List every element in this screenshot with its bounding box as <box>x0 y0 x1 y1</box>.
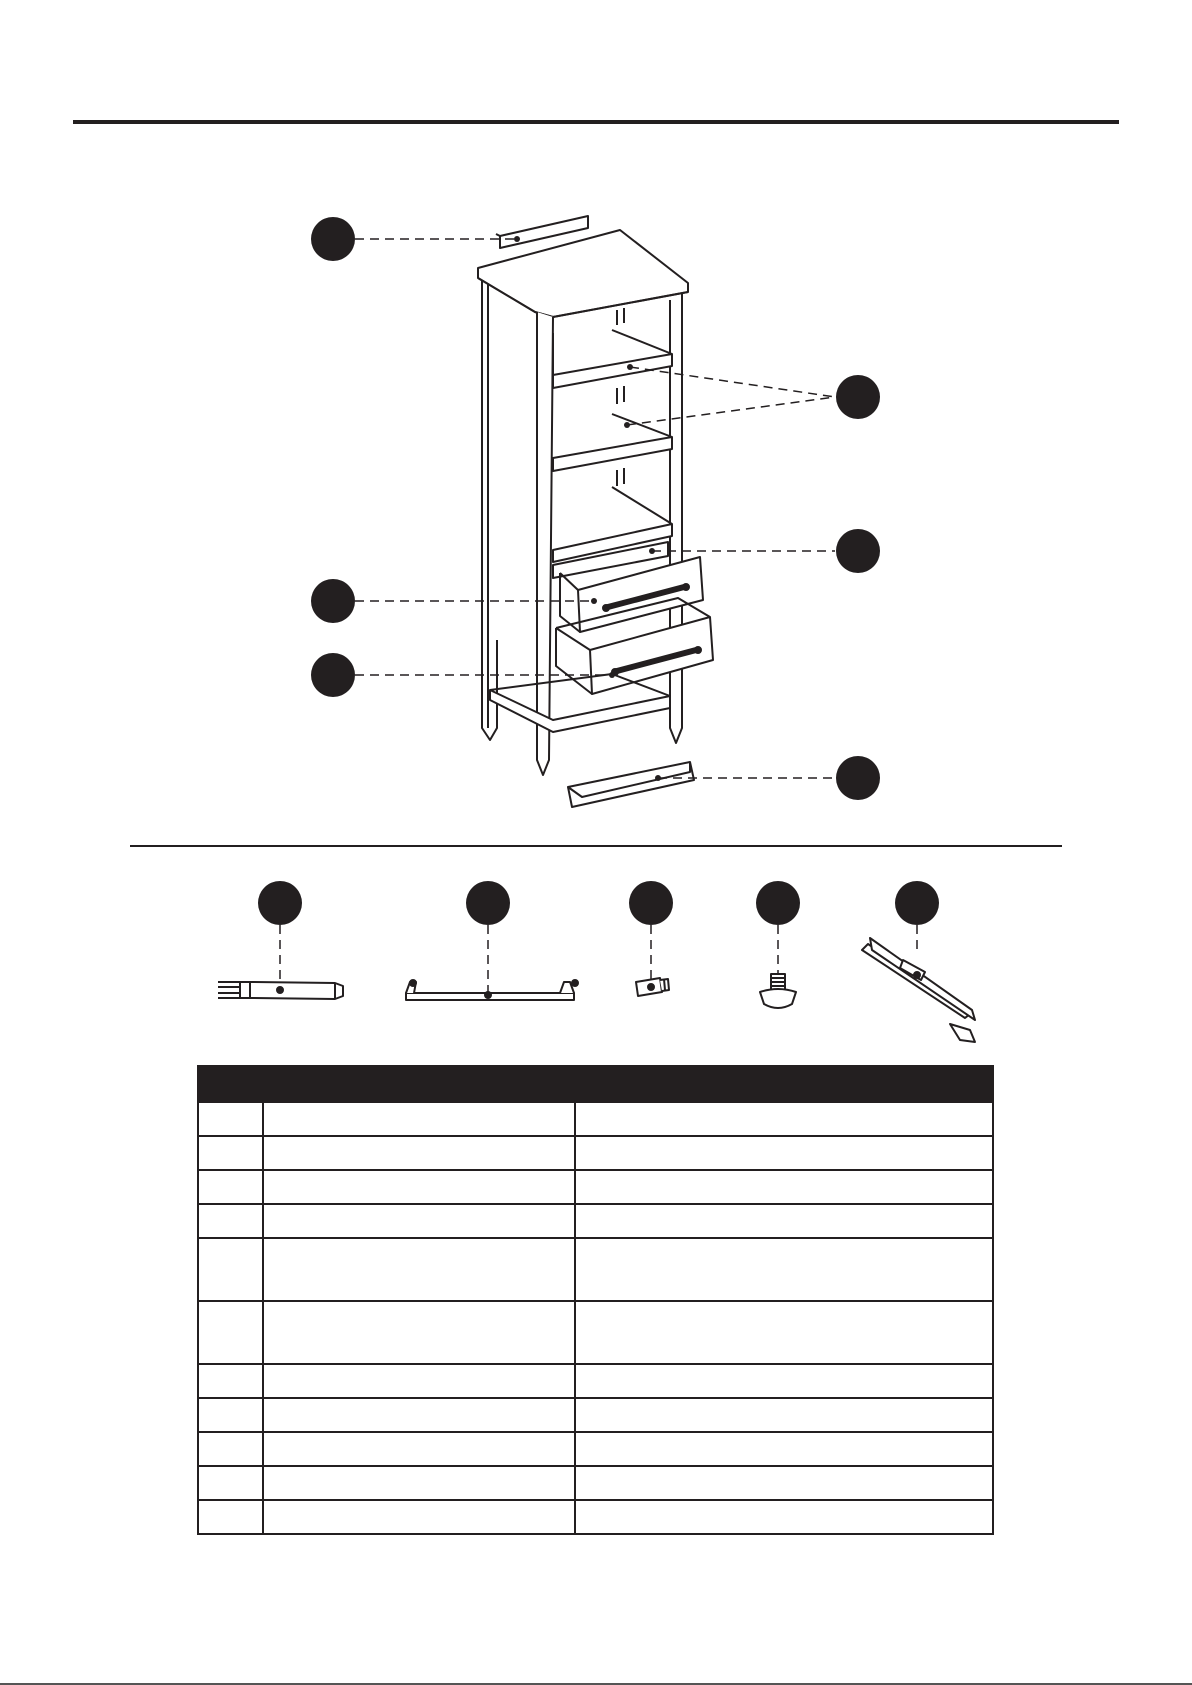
callout-shelves <box>836 375 880 419</box>
table-cell <box>575 1136 993 1170</box>
lower-drawer-front <box>590 617 713 694</box>
table-cell <box>198 1500 263 1534</box>
table-row <box>198 1301 993 1364</box>
table-row <box>198 1238 993 1301</box>
table-row <box>198 1432 993 1466</box>
table-cell <box>575 1500 993 1534</box>
bottom-shelf <box>490 690 670 732</box>
callout-bottom-rail <box>836 756 880 800</box>
drawer-slide-icon <box>862 938 975 1042</box>
table-cell <box>198 1238 263 1301</box>
section-divider <box>130 845 1062 847</box>
table-cell <box>575 1170 993 1204</box>
table-cell <box>198 1398 263 1432</box>
table-cell <box>575 1204 993 1238</box>
callout-hardware-5 <box>895 881 939 925</box>
table-cell <box>198 1432 263 1466</box>
table-cell <box>575 1364 993 1398</box>
table-cell <box>575 1102 993 1136</box>
dowel-icon <box>218 982 343 999</box>
table-cell <box>263 1136 575 1170</box>
table-cell <box>575 1398 993 1432</box>
table-cell <box>263 1466 575 1500</box>
table-cell <box>198 1170 263 1204</box>
callout-hardware-3 <box>629 881 673 925</box>
table-cell <box>263 1170 575 1204</box>
header-cell <box>263 1066 575 1102</box>
table-row <box>198 1204 993 1238</box>
callout-hardware-4 <box>756 881 800 925</box>
table-row <box>198 1500 993 1534</box>
table-cell <box>198 1136 263 1170</box>
shelf-2 <box>553 437 672 471</box>
table-row <box>198 1466 993 1500</box>
table-cell <box>575 1238 993 1301</box>
handle-icon <box>406 980 578 1000</box>
callout-hardware-2 <box>466 881 510 925</box>
table-row <box>198 1364 993 1398</box>
shelf-1 <box>553 354 672 388</box>
table-header-row <box>198 1066 993 1102</box>
bottom-rail-part <box>568 762 694 807</box>
table-row <box>198 1398 993 1432</box>
callout-drawer-bottom <box>836 529 880 573</box>
front-left-leg <box>537 312 553 775</box>
table-cell <box>263 1398 575 1432</box>
table-cell <box>198 1301 263 1364</box>
table-row <box>198 1136 993 1170</box>
table-row <box>198 1170 993 1204</box>
table-cell <box>263 1238 575 1301</box>
table-cell <box>263 1364 575 1398</box>
table-cell <box>575 1432 993 1466</box>
cam-bolt-icon <box>636 978 669 996</box>
table-cell <box>263 1500 575 1534</box>
callout-hardware-1 <box>258 881 302 925</box>
leveler-icon <box>760 974 796 1008</box>
table-cell <box>263 1301 575 1364</box>
table-cell <box>198 1364 263 1398</box>
parts-table <box>197 1065 994 1535</box>
table-cell <box>198 1204 263 1238</box>
table-row <box>198 1102 993 1136</box>
table-cell <box>198 1466 263 1500</box>
table-cell <box>575 1301 993 1364</box>
callout-drawer-upper <box>311 579 355 623</box>
table-cell <box>263 1432 575 1466</box>
callout-top-rail <box>311 217 355 261</box>
table-cell <box>263 1102 575 1136</box>
callout-drawer-lower <box>311 653 355 697</box>
header-cell <box>198 1066 263 1102</box>
table-cell <box>263 1204 575 1238</box>
table-cell <box>198 1102 263 1136</box>
header-cell <box>575 1066 993 1102</box>
table-cell <box>575 1466 993 1500</box>
